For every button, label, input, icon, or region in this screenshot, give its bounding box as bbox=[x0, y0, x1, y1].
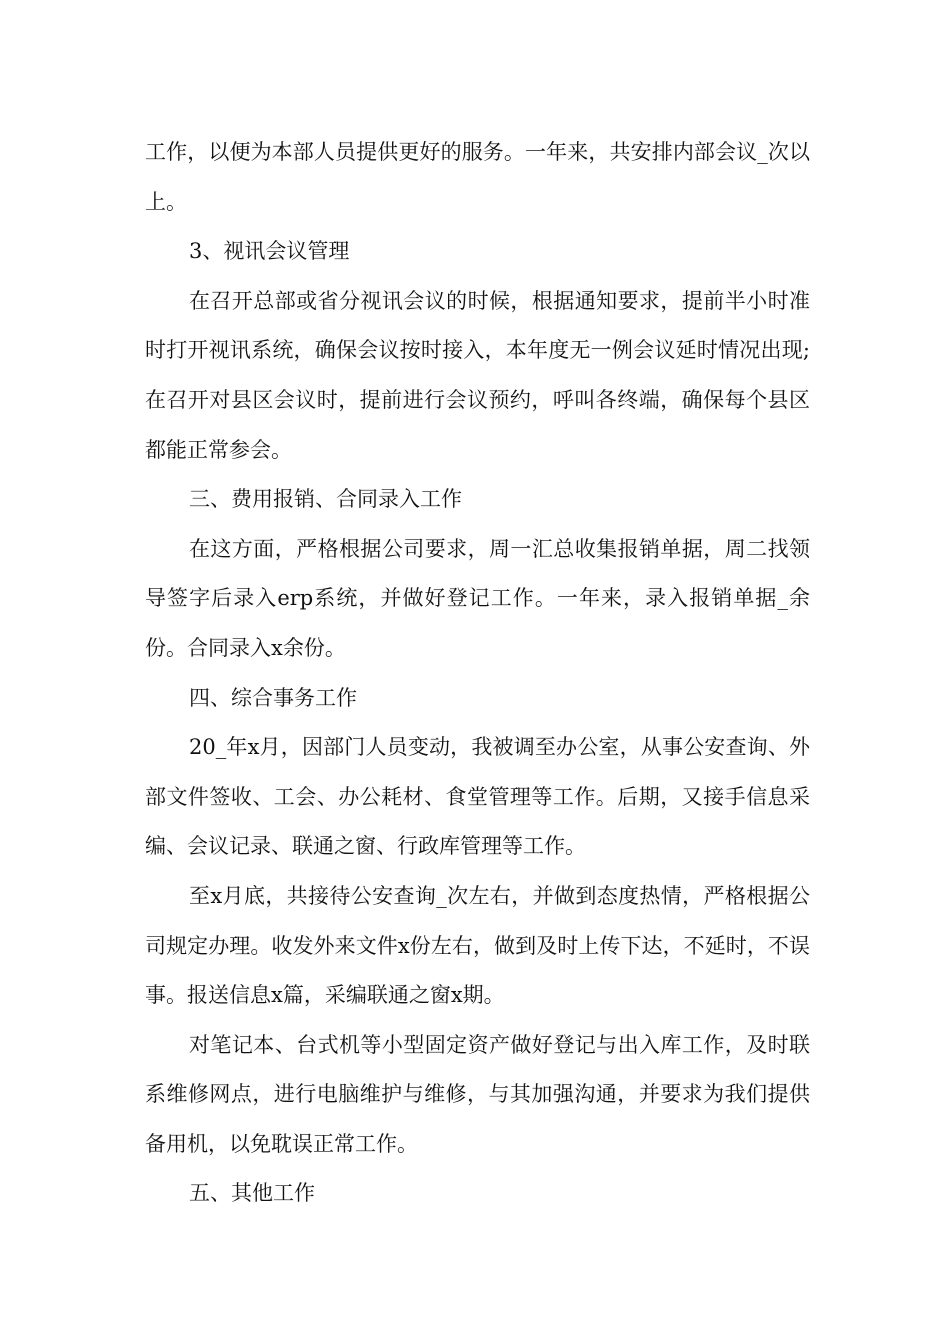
section-heading-other: 五、其他工作 bbox=[189, 1181, 315, 1206]
paragraph-general-affairs-3: 对笔记本、台式机等小型固定资产做好登记与出入库工作，及时联系维修网点，进行电脑维护与维修，与其加强沟通，并要求为我们提供备用机，以免耽误正常工作。 bbox=[145, 1032, 810, 1156]
paragraph-video-conference: 在召开总部或省分视讯会议的时候，根据通知要求，提前半小时准时打开视讯系统，确保会议按时接入，本年度无一例会议延时情况出现;在召开对县区会议时，提前进行会议预约，呼叫各终端，确保每个县区都能正常参会。 bbox=[145, 288, 810, 462]
section-heading-expense: 三、费用报销、合同录入工作 bbox=[189, 487, 462, 512]
paragraph-continued: 工作，以便为本部人员提供更好的服务。一年来，共安排内部会议_次以上。 bbox=[145, 140, 810, 214]
paragraph-general-affairs-1: 20_年x月，因部门人员变动，我被调至办公室，从事公安查询、外部文件签收、工会、办公耗材、食堂管理等工作。后期，又接手信息采编、会议记录、联通之窗、行政库管理等工作。 bbox=[145, 735, 810, 859]
section-heading-video-conference: 3、视讯会议管理 bbox=[189, 239, 350, 264]
section-heading-general-affairs: 四、综合事务工作 bbox=[189, 685, 357, 710]
document-body bbox=[145, 128, 810, 1219]
paragraph-expense: 在这方面，严格根据公司要求，周一汇总收集报销单据，周二找领导签字后录入erp系统，并做好登记工作。一年来，录入报销单据_余份。合同录入x余份。 bbox=[145, 536, 810, 660]
paragraph-general-affairs-2: 至x月底，共接待公安查询_次左右，并做到态度热情，严格根据公司规定办理。收发外来文件x份左右，做到及时上传下达，不延时，不误事。报送信息x篇，采编联通之窗x期。 bbox=[145, 883, 810, 1008]
